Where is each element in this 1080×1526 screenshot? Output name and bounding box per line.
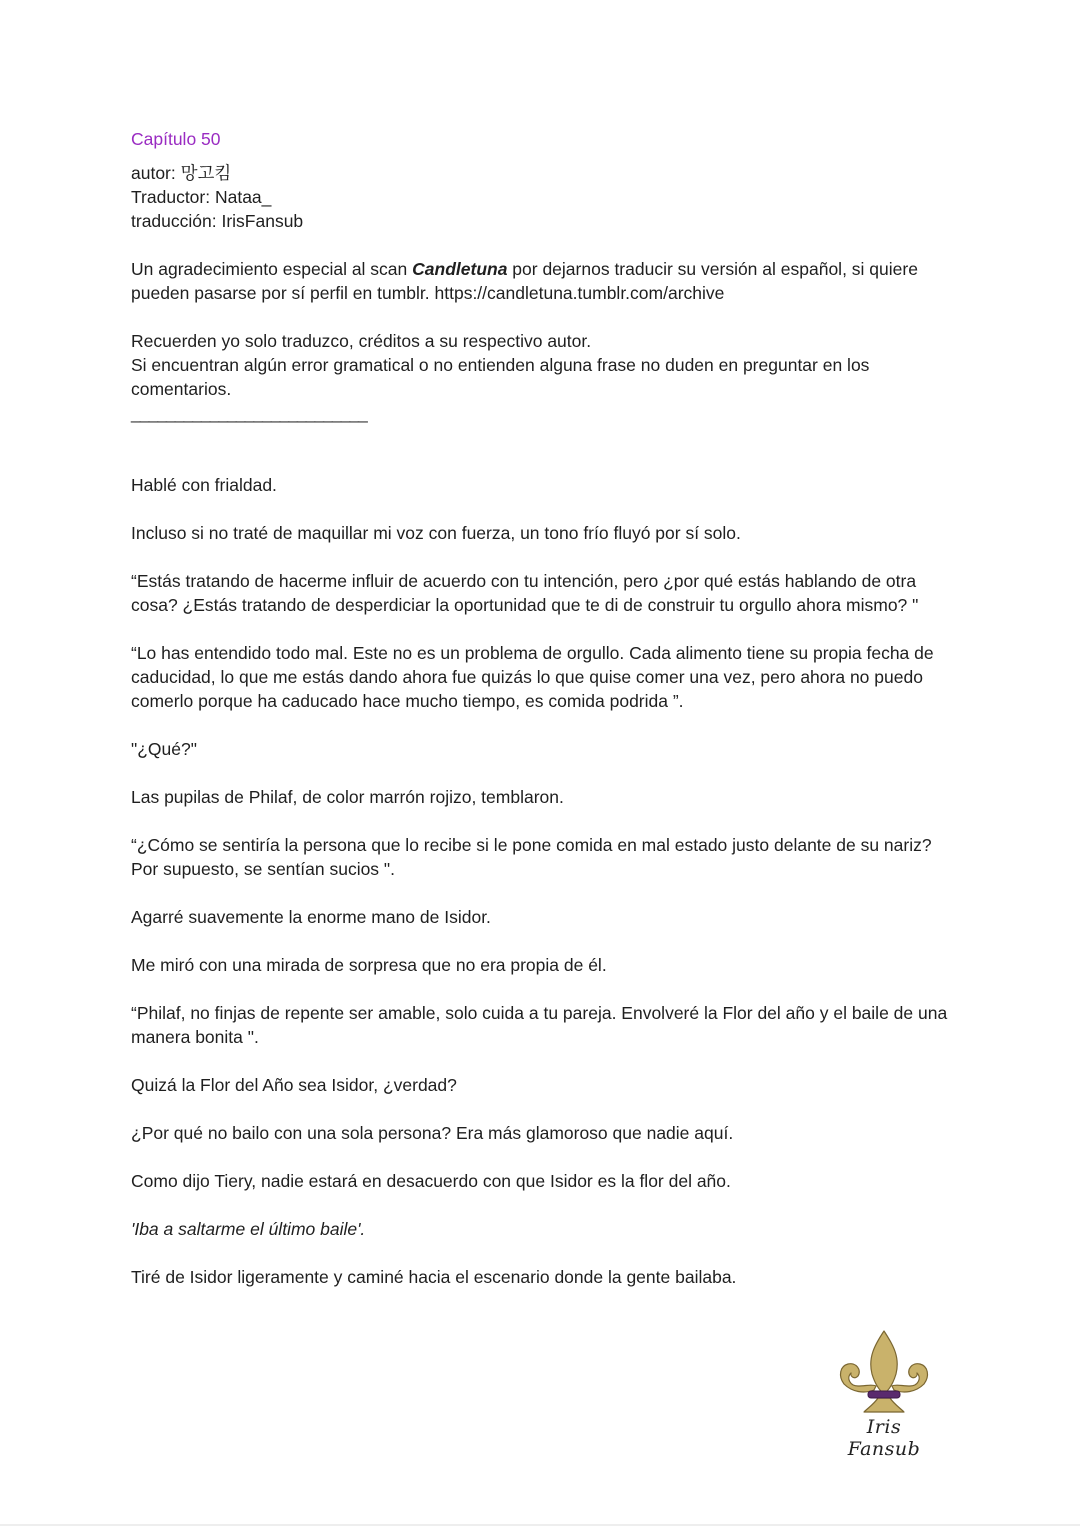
note-line-2: Si encuentran algún error gramatical o no entienden alguna frase no duden en preguntar en los comentarios. <box>131 355 870 399</box>
story-paragraph: Las pupilas de Philaf, de color marrón rojizo, temblaron. <box>131 787 564 807</box>
separator-line: ___________________________ <box>131 403 367 423</box>
scan-name: Candletuna <box>412 259 508 279</box>
credits <box>131 161 961 233</box>
story-paragraph: "¿Qué?" <box>131 739 197 759</box>
author-line: autor: 망고킴 <box>131 163 232 183</box>
logo-text: Iris Fansub <box>847 1416 921 1460</box>
story-text <box>131 473 961 1289</box>
story-paragraph: Hablé con frialdad. <box>131 475 277 495</box>
story-paragraph: Tiré de Isidor ligeramente y caminé hacia el escenario donde la gente bailaba. <box>131 1267 737 1287</box>
story-paragraph: Quizá la Flor del Año sea Isidor, ¿verdad? <box>131 1075 457 1095</box>
story-paragraph: ¿Por qué no bailo con una sola persona? Era más glamoroso que nadie aquí. <box>131 1123 734 1143</box>
story-paragraph: “Lo has entendido todo mal. Este no es un problema de orgullo. Cada alimento tiene su propia fecha de caducidad, lo que me estás dando ahora fue quizás lo que quise comer una vez, pero ahora no puedo comerlo porque ha caducado hace mucho tiempo, es comida podrida ”. <box>131 643 934 711</box>
translation-line: traducción: IrisFansub <box>131 211 304 231</box>
fleur-de-lis-icon <box>834 1328 934 1416</box>
story-paragraph: “¿Cómo se sentiría la persona que lo recibe si le pone comida en mal estado justo delante de su nariz? Por supuesto, se sentían sucios ". <box>131 835 932 879</box>
document-page <box>131 127 961 1289</box>
story-paragraph: Agarré suavemente la enorme mano de Isidor. <box>131 907 491 927</box>
story-paragraph: Como dijo Tiery, nadie estará en desacuerdo con que Isidor es la flor del año. <box>131 1171 731 1191</box>
story-paragraph: “Philaf, no finjas de repente ser amable, solo cuida a tu pareja. Envolveré la Flor del año y el baile de una manera bonita ". <box>131 1003 948 1047</box>
story-paragraph: 'Iba a saltarme el último baile'. <box>131 1219 366 1239</box>
story-paragraph: Me miró con una mirada de sorpresa que no era propia de él. <box>131 955 607 975</box>
note-line-1: Recuerden yo solo traduzco, créditos a su respectivo autor. <box>131 331 592 351</box>
story-paragraph: Incluso si no traté de maquillar mi voz con fuerza, un tono frío fluyó por sí solo. <box>131 523 741 543</box>
notes-paragraph <box>131 329 961 425</box>
chapter-title: Capítulo 50 <box>131 129 221 149</box>
iris-fansub-logo <box>834 1328 934 1460</box>
translator-line: Traductor: Nataa_ <box>131 187 272 207</box>
thanks-suffix: por dejarnos traducir su versión al español, si quiere pueden pasarse por sí perfil en tumblr. https://candletuna.tumblr.com/archive <box>131 259 918 303</box>
thanks-paragraph <box>131 257 961 305</box>
story-paragraph: “Estás tratando de hacerme influir de acuerdo con tu intención, pero ¿por qué estás hablando de otra cosa? ¿Estás tratando de desperdiciar la oportunidad que te di de construir tu orgullo ahora mismo? " <box>131 571 919 615</box>
thanks-prefix: Un agradecimiento especial al scan <box>131 259 413 279</box>
